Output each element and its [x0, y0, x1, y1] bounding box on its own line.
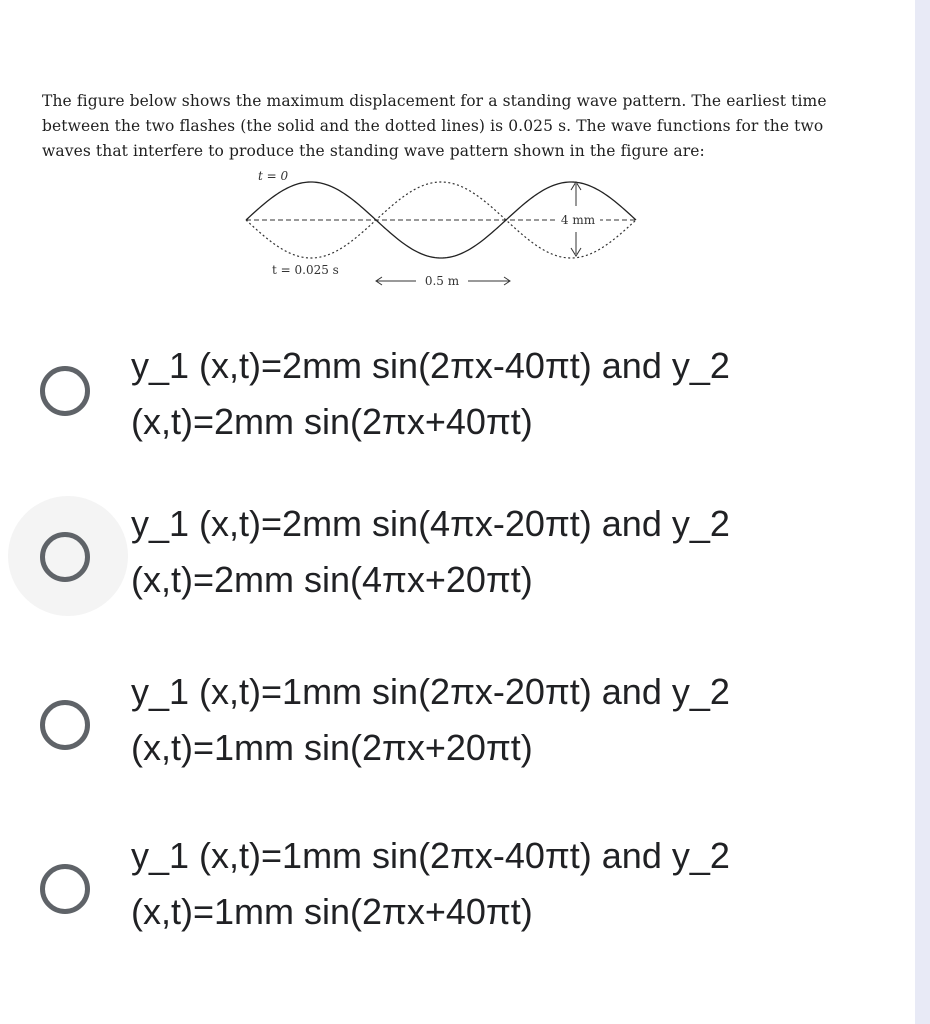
answer-option-label-3[interactable]: y_1 (x,t)=1mm sin(2πx-20πt) and y_2 (x,t)=1mm sin(2πx+20πt)	[131, 671, 730, 768]
radio-button-2[interactable]	[40, 532, 90, 582]
answer-option-label-2[interactable]: y_1 (x,t)=2mm sin(4πx-20πt) and y_2 (x,t)=2mm sin(4πx+20πt)	[131, 503, 730, 600]
standing-wave-svg	[238, 168, 648, 298]
radio-button-4[interactable]	[40, 864, 90, 914]
time-label-t1: t = 0.025 s	[272, 263, 339, 277]
wavelength-label: 0.5 m	[424, 274, 460, 288]
right-scroll-rail	[915, 0, 930, 1024]
answer-option-3[interactable]	[0, 664, 900, 784]
answer-option-label-1[interactable]: y_1 (x,t)=2mm sin(2πx-40πt) and y_2 (x,t)=2mm sin(2πx+40πt)	[131, 345, 730, 442]
answer-option-2[interactable]	[0, 496, 900, 616]
amplitude-label: 4 mm	[560, 213, 596, 227]
standing-wave-figure	[238, 168, 648, 298]
time-label-t0: t = 0	[258, 169, 289, 183]
answer-option-label-4[interactable]: y_1 (x,t)=1mm sin(2πx-40πt) and y_2 (x,t)=1mm sin(2πx+40πt)	[131, 835, 730, 932]
answer-option-4[interactable]	[0, 828, 900, 948]
question-text: The figure below shows the maximum displacement for a standing wave pattern. The earliest time between the two flashes (the solid and the dotted lines) is 0.025 s. The wave functions for the two waves that interfere to produce the standing wave pattern shown in the figure are:	[42, 92, 827, 160]
radio-button-3[interactable]	[40, 700, 90, 750]
answer-option-1[interactable]	[0, 330, 900, 450]
radio-button-1[interactable]	[40, 366, 90, 416]
